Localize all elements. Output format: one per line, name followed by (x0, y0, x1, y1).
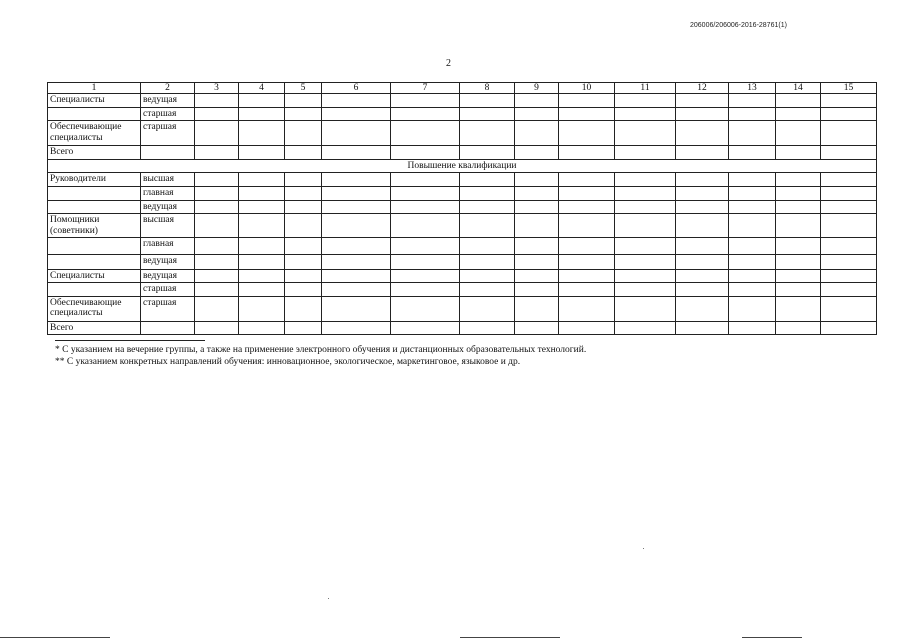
document-id: 206006/206006-2016-28761(1) (690, 22, 787, 29)
empty-cell (821, 121, 877, 146)
category-cell (48, 187, 141, 200)
empty-cell (391, 296, 460, 321)
category-cell (48, 283, 141, 296)
training-table (47, 82, 877, 335)
column-number: 8 (460, 83, 515, 94)
level-cell (141, 146, 195, 159)
empty-cell (729, 269, 776, 282)
table-row (48, 237, 877, 254)
empty-cell (239, 94, 285, 107)
empty-cell (460, 146, 515, 159)
empty-cell (322, 187, 391, 200)
empty-cell (729, 94, 776, 107)
empty-cell (821, 107, 877, 120)
level-cell: ведущая (141, 94, 195, 107)
empty-cell (239, 237, 285, 254)
empty-cell (676, 146, 729, 159)
empty-cell (515, 200, 559, 213)
table-row (48, 283, 877, 296)
empty-cell (285, 146, 322, 159)
empty-cell (195, 146, 239, 159)
empty-cell (821, 321, 877, 334)
empty-cell (676, 187, 729, 200)
empty-cell (559, 94, 615, 107)
level-cell: главная (141, 237, 195, 254)
empty-cell (776, 187, 821, 200)
scan-speck (328, 598, 329, 599)
empty-cell (322, 214, 391, 238)
empty-cell (729, 283, 776, 296)
level-cell: главная (141, 187, 195, 200)
empty-cell (322, 283, 391, 296)
column-number: 14 (776, 83, 821, 94)
empty-cell (676, 283, 729, 296)
empty-cell (322, 254, 391, 269)
section-header-row (48, 159, 877, 172)
empty-cell (391, 269, 460, 282)
empty-cell (239, 200, 285, 213)
empty-cell (821, 237, 877, 254)
empty-cell (676, 237, 729, 254)
empty-cell (195, 269, 239, 282)
empty-cell (391, 187, 460, 200)
empty-cell (776, 296, 821, 321)
empty-cell (676, 200, 729, 213)
empty-cell (285, 237, 322, 254)
table-row (48, 107, 877, 120)
empty-cell (322, 94, 391, 107)
table-row (48, 187, 877, 200)
empty-cell (776, 146, 821, 159)
empty-cell (729, 296, 776, 321)
empty-cell (515, 269, 559, 282)
empty-cell (515, 146, 559, 159)
empty-cell (515, 107, 559, 120)
empty-cell (729, 173, 776, 187)
table-section-bottom (48, 173, 877, 335)
empty-cell (615, 121, 676, 146)
empty-cell (195, 187, 239, 200)
footnote-2: ** С указанием конкретных направлений обучения: инновационное, экологическое, маркетинговое, языковое и др. (55, 357, 521, 367)
empty-cell (285, 107, 322, 120)
empty-cell (195, 173, 239, 187)
empty-cell (559, 107, 615, 120)
empty-cell (615, 237, 676, 254)
table-row (48, 146, 877, 159)
empty-cell (615, 321, 676, 334)
empty-cell (285, 254, 322, 269)
empty-cell (676, 269, 729, 282)
empty-cell (195, 254, 239, 269)
scan-speck (643, 548, 644, 549)
empty-cell (676, 107, 729, 120)
level-cell: высшая (141, 214, 195, 238)
empty-cell (322, 237, 391, 254)
empty-cell (515, 283, 559, 296)
empty-cell (559, 296, 615, 321)
column-number: 10 (559, 83, 615, 94)
empty-cell (460, 94, 515, 107)
empty-cell (195, 121, 239, 146)
column-number: 7 (391, 83, 460, 94)
empty-cell (239, 254, 285, 269)
empty-cell (195, 107, 239, 120)
category-cell: Всего (48, 146, 141, 159)
empty-cell (285, 187, 322, 200)
empty-cell (515, 254, 559, 269)
section-title: Повышение квалификации (48, 159, 877, 172)
empty-cell (391, 173, 460, 187)
column-number: 6 (322, 83, 391, 94)
empty-cell (239, 321, 285, 334)
empty-cell (559, 237, 615, 254)
empty-cell (615, 187, 676, 200)
empty-cell (615, 146, 676, 159)
empty-cell (285, 200, 322, 213)
column-number: 3 (195, 83, 239, 94)
empty-cell (391, 200, 460, 213)
empty-cell (239, 214, 285, 238)
empty-cell (285, 121, 322, 146)
level-cell: старшая (141, 107, 195, 120)
level-cell: высшая (141, 173, 195, 187)
empty-cell (285, 173, 322, 187)
table-row (48, 200, 877, 213)
empty-cell (515, 214, 559, 238)
empty-cell (391, 321, 460, 334)
empty-cell (239, 269, 285, 282)
empty-cell (285, 214, 322, 238)
empty-cell (821, 254, 877, 269)
empty-cell (391, 237, 460, 254)
empty-cell (776, 121, 821, 146)
table-row (48, 121, 877, 146)
empty-cell (776, 94, 821, 107)
empty-cell (776, 269, 821, 282)
empty-cell (729, 237, 776, 254)
empty-cell (676, 254, 729, 269)
empty-cell (460, 121, 515, 146)
level-cell: старшая (141, 121, 195, 146)
table-row (48, 214, 877, 238)
empty-cell (515, 296, 559, 321)
empty-cell (615, 283, 676, 296)
empty-cell (821, 269, 877, 282)
empty-cell (322, 269, 391, 282)
empty-cell (559, 214, 615, 238)
empty-cell (322, 173, 391, 187)
category-cell: Всего (48, 321, 141, 334)
column-number-row (48, 83, 877, 94)
empty-cell (776, 254, 821, 269)
empty-cell (776, 283, 821, 296)
empty-cell (821, 173, 877, 187)
empty-cell (239, 283, 285, 296)
empty-cell (515, 173, 559, 187)
empty-cell (460, 296, 515, 321)
empty-cell (322, 296, 391, 321)
empty-cell (821, 200, 877, 213)
empty-cell (729, 107, 776, 120)
empty-cell (615, 214, 676, 238)
category-cell: Помощники (советники) (48, 214, 141, 238)
empty-cell (239, 173, 285, 187)
empty-cell (821, 187, 877, 200)
empty-cell (239, 146, 285, 159)
empty-cell (615, 269, 676, 282)
empty-cell (460, 321, 515, 334)
empty-cell (615, 173, 676, 187)
empty-cell (322, 146, 391, 159)
empty-cell (391, 94, 460, 107)
page-number: 2 (446, 58, 451, 69)
empty-cell (391, 214, 460, 238)
empty-cell (391, 121, 460, 146)
empty-cell (195, 214, 239, 238)
table-row (48, 321, 877, 334)
category-cell: Обеспечивающие специалисты (48, 296, 141, 321)
empty-cell (322, 107, 391, 120)
level-cell: ведущая (141, 200, 195, 213)
category-cell (48, 254, 141, 269)
table-section-top (48, 94, 877, 159)
empty-cell (729, 146, 776, 159)
empty-cell (559, 283, 615, 296)
category-cell (48, 237, 141, 254)
empty-cell (285, 269, 322, 282)
empty-cell (515, 94, 559, 107)
empty-cell (195, 237, 239, 254)
empty-cell (391, 107, 460, 120)
level-cell: старшая (141, 283, 195, 296)
empty-cell (676, 121, 729, 146)
column-number: 5 (285, 83, 322, 94)
empty-cell (391, 254, 460, 269)
empty-cell (195, 321, 239, 334)
table-row (48, 269, 877, 282)
empty-cell (460, 269, 515, 282)
empty-cell (776, 321, 821, 334)
empty-cell (615, 200, 676, 213)
category-cell: Обеспечивающие специалисты (48, 121, 141, 146)
level-cell: ведущая (141, 254, 195, 269)
category-cell: Руководители (48, 173, 141, 187)
empty-cell (515, 237, 559, 254)
empty-cell (776, 237, 821, 254)
empty-cell (729, 321, 776, 334)
empty-cell (821, 296, 877, 321)
column-number: 4 (239, 83, 285, 94)
empty-cell (615, 107, 676, 120)
empty-cell (729, 214, 776, 238)
table-row (48, 94, 877, 107)
scan-edge (0, 637, 110, 638)
empty-cell (776, 214, 821, 238)
empty-cell (239, 187, 285, 200)
category-cell: Специалисты (48, 94, 141, 107)
empty-cell (195, 283, 239, 296)
empty-cell (515, 321, 559, 334)
empty-cell (821, 283, 877, 296)
empty-cell (676, 214, 729, 238)
empty-cell (322, 200, 391, 213)
table-row (48, 173, 877, 187)
empty-cell (776, 173, 821, 187)
empty-cell (195, 200, 239, 213)
empty-cell (285, 296, 322, 321)
empty-cell (285, 283, 322, 296)
table-row (48, 254, 877, 269)
empty-cell (515, 121, 559, 146)
footnote-1: * С указанием на вечерние группы, а также на применение электронного обучения и дистанционных образовательных технологий. (55, 345, 587, 355)
category-cell: Специалисты (48, 269, 141, 282)
empty-cell (460, 237, 515, 254)
column-number: 15 (821, 83, 877, 94)
empty-cell (776, 200, 821, 213)
footnote-separator (55, 340, 205, 341)
empty-cell (322, 321, 391, 334)
empty-cell (729, 187, 776, 200)
empty-cell (460, 214, 515, 238)
empty-cell (676, 173, 729, 187)
column-number: 11 (615, 83, 676, 94)
empty-cell (615, 254, 676, 269)
level-cell: ведущая (141, 269, 195, 282)
empty-cell (559, 187, 615, 200)
level-cell (141, 321, 195, 334)
empty-cell (285, 94, 322, 107)
empty-cell (559, 121, 615, 146)
empty-cell (559, 269, 615, 282)
empty-cell (676, 296, 729, 321)
category-cell (48, 200, 141, 213)
column-number: 1 (48, 83, 141, 94)
empty-cell (391, 146, 460, 159)
empty-cell (559, 200, 615, 213)
category-cell (48, 107, 141, 120)
empty-cell (821, 94, 877, 107)
empty-cell (615, 296, 676, 321)
column-number: 13 (729, 83, 776, 94)
empty-cell (460, 107, 515, 120)
table-row (48, 296, 877, 321)
empty-cell (821, 146, 877, 159)
level-cell: старшая (141, 296, 195, 321)
empty-cell (460, 283, 515, 296)
scan-edge (460, 637, 560, 638)
empty-cell (559, 173, 615, 187)
empty-cell (559, 146, 615, 159)
empty-cell (239, 121, 285, 146)
empty-cell (285, 321, 322, 334)
empty-cell (239, 296, 285, 321)
column-number: 12 (676, 83, 729, 94)
empty-cell (515, 187, 559, 200)
empty-cell (559, 321, 615, 334)
empty-cell (729, 254, 776, 269)
empty-cell (460, 187, 515, 200)
column-number: 9 (515, 83, 559, 94)
empty-cell (322, 121, 391, 146)
empty-cell (615, 94, 676, 107)
empty-cell (195, 94, 239, 107)
empty-cell (729, 121, 776, 146)
empty-cell (676, 321, 729, 334)
scan-edge (742, 637, 802, 638)
empty-cell (821, 214, 877, 238)
empty-cell (460, 200, 515, 213)
empty-cell (391, 283, 460, 296)
empty-cell (729, 200, 776, 213)
empty-cell (559, 254, 615, 269)
empty-cell (195, 296, 239, 321)
empty-cell (460, 173, 515, 187)
empty-cell (239, 107, 285, 120)
empty-cell (676, 94, 729, 107)
column-number: 2 (141, 83, 195, 94)
empty-cell (776, 107, 821, 120)
empty-cell (460, 254, 515, 269)
